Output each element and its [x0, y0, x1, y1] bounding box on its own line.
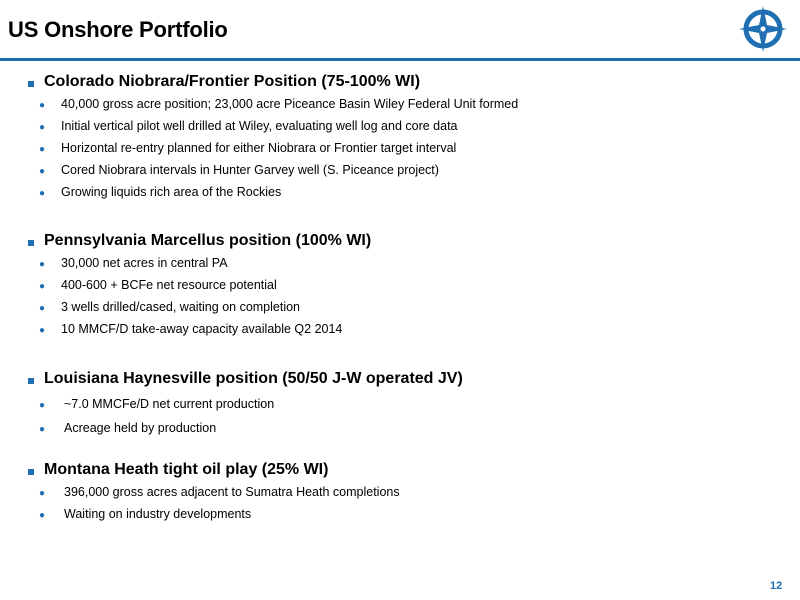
- list-item: [0, 163, 800, 185]
- section-louisiana: [0, 370, 800, 443]
- bullet-dot-icon: ●: [39, 166, 46, 177]
- list-item-text: Initial vertical pilot well drilled at Wiley, evaluating well log and core data: [61, 119, 458, 133]
- list-item: [0, 97, 800, 119]
- list-item-text: 3 wells drilled/cased, waiting on completion: [61, 300, 301, 314]
- list-item-text: Waiting on industry developments: [64, 507, 252, 521]
- bullet-dot-icon: ●: [39, 281, 46, 292]
- list-item: [0, 185, 800, 207]
- list-item: [0, 485, 800, 507]
- list-item-text: Acreage held by production: [64, 421, 217, 435]
- square-bullet-icon: [28, 240, 34, 246]
- bullet-dot-icon: ●: [39, 122, 46, 133]
- bullet-dot-icon: ●: [39, 510, 46, 521]
- list-item-text: 396,000 gross acres adjacent to Sumatra Heath completions: [64, 485, 400, 499]
- list-item-text: 40,000 gross acre position; 23,000 acre Piceance Basin Wiley Federal Unit formed: [61, 97, 519, 111]
- list-item: [0, 256, 800, 278]
- list-item: [0, 421, 800, 443]
- bullet-dot-icon: ●: [39, 303, 46, 314]
- list-item-text: Horizontal re-entry planned for either Niobrara or Frontier target interval: [61, 141, 457, 155]
- list-item-text: 400-600 + BCFe net resource potential: [61, 278, 277, 292]
- bullet-dot-icon: ●: [39, 325, 46, 336]
- list-item-text: ~7.0 MMCFe/D net current production: [64, 397, 275, 411]
- square-bullet-icon: [28, 378, 34, 384]
- bullet-dot-icon: ●: [39, 400, 46, 411]
- bullet-dot-icon: ●: [39, 144, 46, 155]
- list-item: [0, 507, 800, 529]
- list-item: [0, 119, 800, 141]
- section-title: Louisiana Haynesville position (50/50 J-W operated JV): [44, 370, 463, 387]
- list-item-text: 30,000 net acres in central PA: [61, 256, 228, 270]
- list-item: [0, 141, 800, 163]
- square-bullet-icon: [28, 81, 34, 87]
- list-item-text: 10 MMCF/D take-away capacity available Q2 2014: [61, 322, 343, 336]
- section-colorado: [0, 73, 800, 207]
- bullet-dot-icon: ●: [39, 100, 46, 111]
- list-item: [0, 278, 800, 300]
- list-item: [0, 322, 800, 344]
- section-title: Pennsylvania Marcellus position (100% WI): [44, 232, 372, 249]
- section-pennsylvania: [0, 232, 800, 344]
- list-item: [0, 397, 800, 421]
- bullet-dot-icon: ●: [39, 188, 46, 199]
- bullet-dot-icon: ●: [39, 424, 46, 435]
- square-bullet-icon: [28, 469, 34, 475]
- section-title: Montana Heath tight oil play (25% WI): [44, 461, 329, 478]
- page-title: US Onshore Portfolio: [8, 17, 228, 42]
- list-item-text: Cored Niobrara intervals in Hunter Garvey well (S. Piceance project): [61, 163, 439, 177]
- compass-star-logo-icon: [735, 4, 791, 54]
- section-montana: [0, 461, 800, 529]
- list-item: [0, 300, 800, 322]
- page-number: 12: [770, 580, 783, 592]
- list-item-text: Growing liquids rich area of the Rockies: [61, 185, 282, 199]
- section-title: Colorado Niobrara/Frontier Position (75-100% WI): [44, 73, 421, 90]
- header-divider: [0, 58, 800, 61]
- bullet-dot-icon: ●: [39, 259, 46, 270]
- bullet-dot-icon: ●: [39, 488, 46, 499]
